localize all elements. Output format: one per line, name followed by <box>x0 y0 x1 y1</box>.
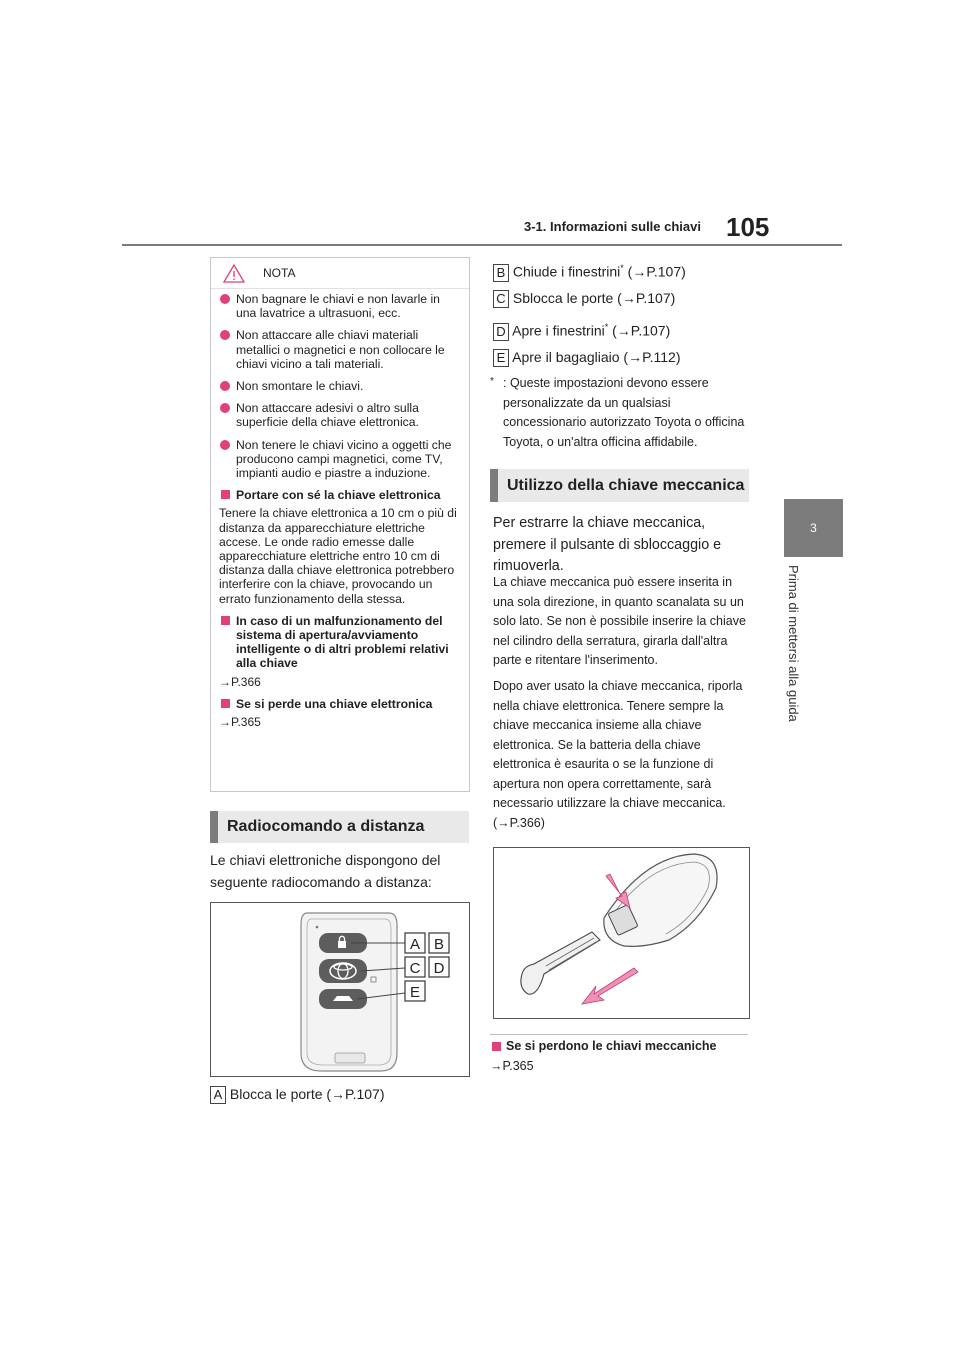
nota-subheading <box>219 697 462 711</box>
bullet-dot-icon <box>220 403 230 413</box>
figure-label-b: B <box>433 936 445 953</box>
mech-section-heading: Utilizzo della chiave meccanica <box>490 469 749 502</box>
item-text: Sblocca le porte (→P.107) <box>512 290 676 306</box>
figure-label-a: A <box>409 936 421 953</box>
nota-subheading <box>219 488 462 502</box>
chapter-title: Prima di mettersi alla guida <box>786 565 801 722</box>
item-letter: E <box>493 349 509 367</box>
item-letter: B <box>493 264 509 282</box>
header-divider <box>122 244 842 246</box>
figure-label-c: C <box>409 960 421 977</box>
lost-keys-heading-text: Se si perdono le chiavi meccaniche <box>506 1039 717 1053</box>
remote-key-figure <box>210 902 470 1077</box>
nota-bullet <box>219 401 462 429</box>
nota-bullet <box>219 292 462 320</box>
nota-bullet-text: Non smontare le chiavi. <box>236 379 364 394</box>
square-bullet-icon <box>221 616 230 625</box>
page-reference[interactable]: →P.366 <box>219 674 261 689</box>
bullet-dot-icon <box>220 330 230 340</box>
item-star: * <box>604 322 609 332</box>
mech-paragraph-1: La chiave meccanica può essere inserita in una sola direzione, in quanto scanalata su un solo lato. Se non è possibile inserire la chiave nel cilindro della serratura, girarla dall'altra parte e ritentare l'inserimento. <box>493 575 746 667</box>
nota-bullet-text: Non attaccare alle chiavi materiali metallici o magnetici e non collocare le chiavi vicino a tali materiali. <box>236 328 445 371</box>
square-bullet-icon <box>492 1042 501 1051</box>
figure-label-e: E <box>409 984 421 1001</box>
section-title: 3-1. Informazioni sulle chiavi <box>524 219 701 234</box>
page-reference[interactable]: →P.365 <box>219 715 261 730</box>
bullet-dot-icon <box>220 440 230 450</box>
item-text: Apre il bagagliaio (→P.112) <box>512 349 681 365</box>
mech-intro: Per estrarre la chiave meccanica, premere il pulsante di sbloccaggio e rimuoverla. <box>493 515 722 574</box>
item-text: Chiude i finestrini <box>512 263 621 280</box>
nota-title: NOTA <box>263 266 296 280</box>
nota-subheading-text: Se si perde una chiave elettronica <box>236 696 433 711</box>
mechanical-key-illustration <box>494 848 749 1018</box>
item-letter: C <box>493 290 509 308</box>
mechanical-key-figure <box>493 847 750 1019</box>
nota-subheading <box>219 614 462 671</box>
nota-bullet <box>219 379 462 393</box>
footnote-text: : Queste impostazioni devono essere personalizzate da un qualsiasi concessionario autorizzato Toyota o officina Toyota, o un'altra officina affidabile. <box>503 376 745 450</box>
bullet-dot-icon <box>220 294 230 304</box>
nota-bullet <box>219 328 462 371</box>
bullet-dot-icon <box>220 381 230 391</box>
nota-bullet-text: Non attaccare adesivi o altro sulla superficie della chiave elettronica. <box>236 401 419 430</box>
lost-keys-heading <box>490 1037 750 1057</box>
nota-header <box>211 258 469 289</box>
mech-paragraph-2: Dopo aver usato la chiave meccanica, riporla nella chiave elettronica. Tenere sempre la chiave meccanica insieme alla chiave elettronica. Se la batteria della chiave elettronica è esaurita o se la funzione di apertura non opera correttamente, sarà necessario utilizzare la chiave meccanica. (→P.366) <box>493 679 743 830</box>
chapter-tab: 3 <box>784 499 843 557</box>
function-item-a <box>210 1085 385 1104</box>
square-bullet-icon <box>221 699 230 708</box>
item-ref: (→P.107) <box>623 263 686 280</box>
nota-box <box>210 257 470 792</box>
nota-subheading-text: In caso di un malfunzionamento del sistema di apertura/avviamento intelligente o di altri problemi relativi alla chiave <box>236 613 449 671</box>
radio-intro: Le chiavi elettroniche dispongono del seguente radiocomando a distanza: <box>210 852 441 890</box>
remote-key-illustration <box>211 903 469 1076</box>
item-ref: (→P.107) <box>608 322 671 339</box>
figure-label-d: D <box>433 960 445 977</box>
function-item-e <box>493 348 681 367</box>
function-item-c <box>493 289 675 308</box>
chapter-label <box>786 565 806 735</box>
divider <box>490 1034 748 1035</box>
warning-icon <box>223 264 245 283</box>
footnote <box>490 374 752 453</box>
nota-bullet-text: Non bagnare le chiavi e non lavarle in una lavatrice a ultrasuoni, ecc. <box>236 292 440 321</box>
nota-bullet-text: Non tenere le chiavi vicino a oggetti che producono campi magnetici, come TV, impianti audio e piastre a induzione. <box>236 437 452 481</box>
item-text: Blocca le porte (→P.107) <box>229 1086 385 1102</box>
function-item-d <box>493 318 670 341</box>
page-reference[interactable]: →P.365 <box>490 1059 534 1073</box>
nota-paragraph: Tenere la chiave elettronica a 10 cm o più di distanza da apparecchiature elettriche accese. Le onde radio emesse dalle apparecchiature elettriche entro 10 cm di distanza dalla chiave elettronica potrebbero interferire con la chiave, provocando un errato funzionamento della stessa. <box>219 506 457 606</box>
footnote-mark: * <box>490 376 494 387</box>
nota-bullet <box>219 438 462 481</box>
item-letter: A <box>210 1086 226 1104</box>
square-bullet-icon <box>221 490 230 499</box>
item-letter: D <box>493 323 509 341</box>
nota-subheading-text: Portare con sé la chiave elettronica <box>236 488 441 503</box>
function-item-b <box>493 259 686 282</box>
page-number: 105 <box>726 212 770 242</box>
item-text: Apre i finestrini <box>512 322 605 339</box>
item-star: * <box>620 263 624 273</box>
nota-content <box>219 292 462 737</box>
radio-section-heading: Radiocomando a distanza <box>210 811 469 843</box>
